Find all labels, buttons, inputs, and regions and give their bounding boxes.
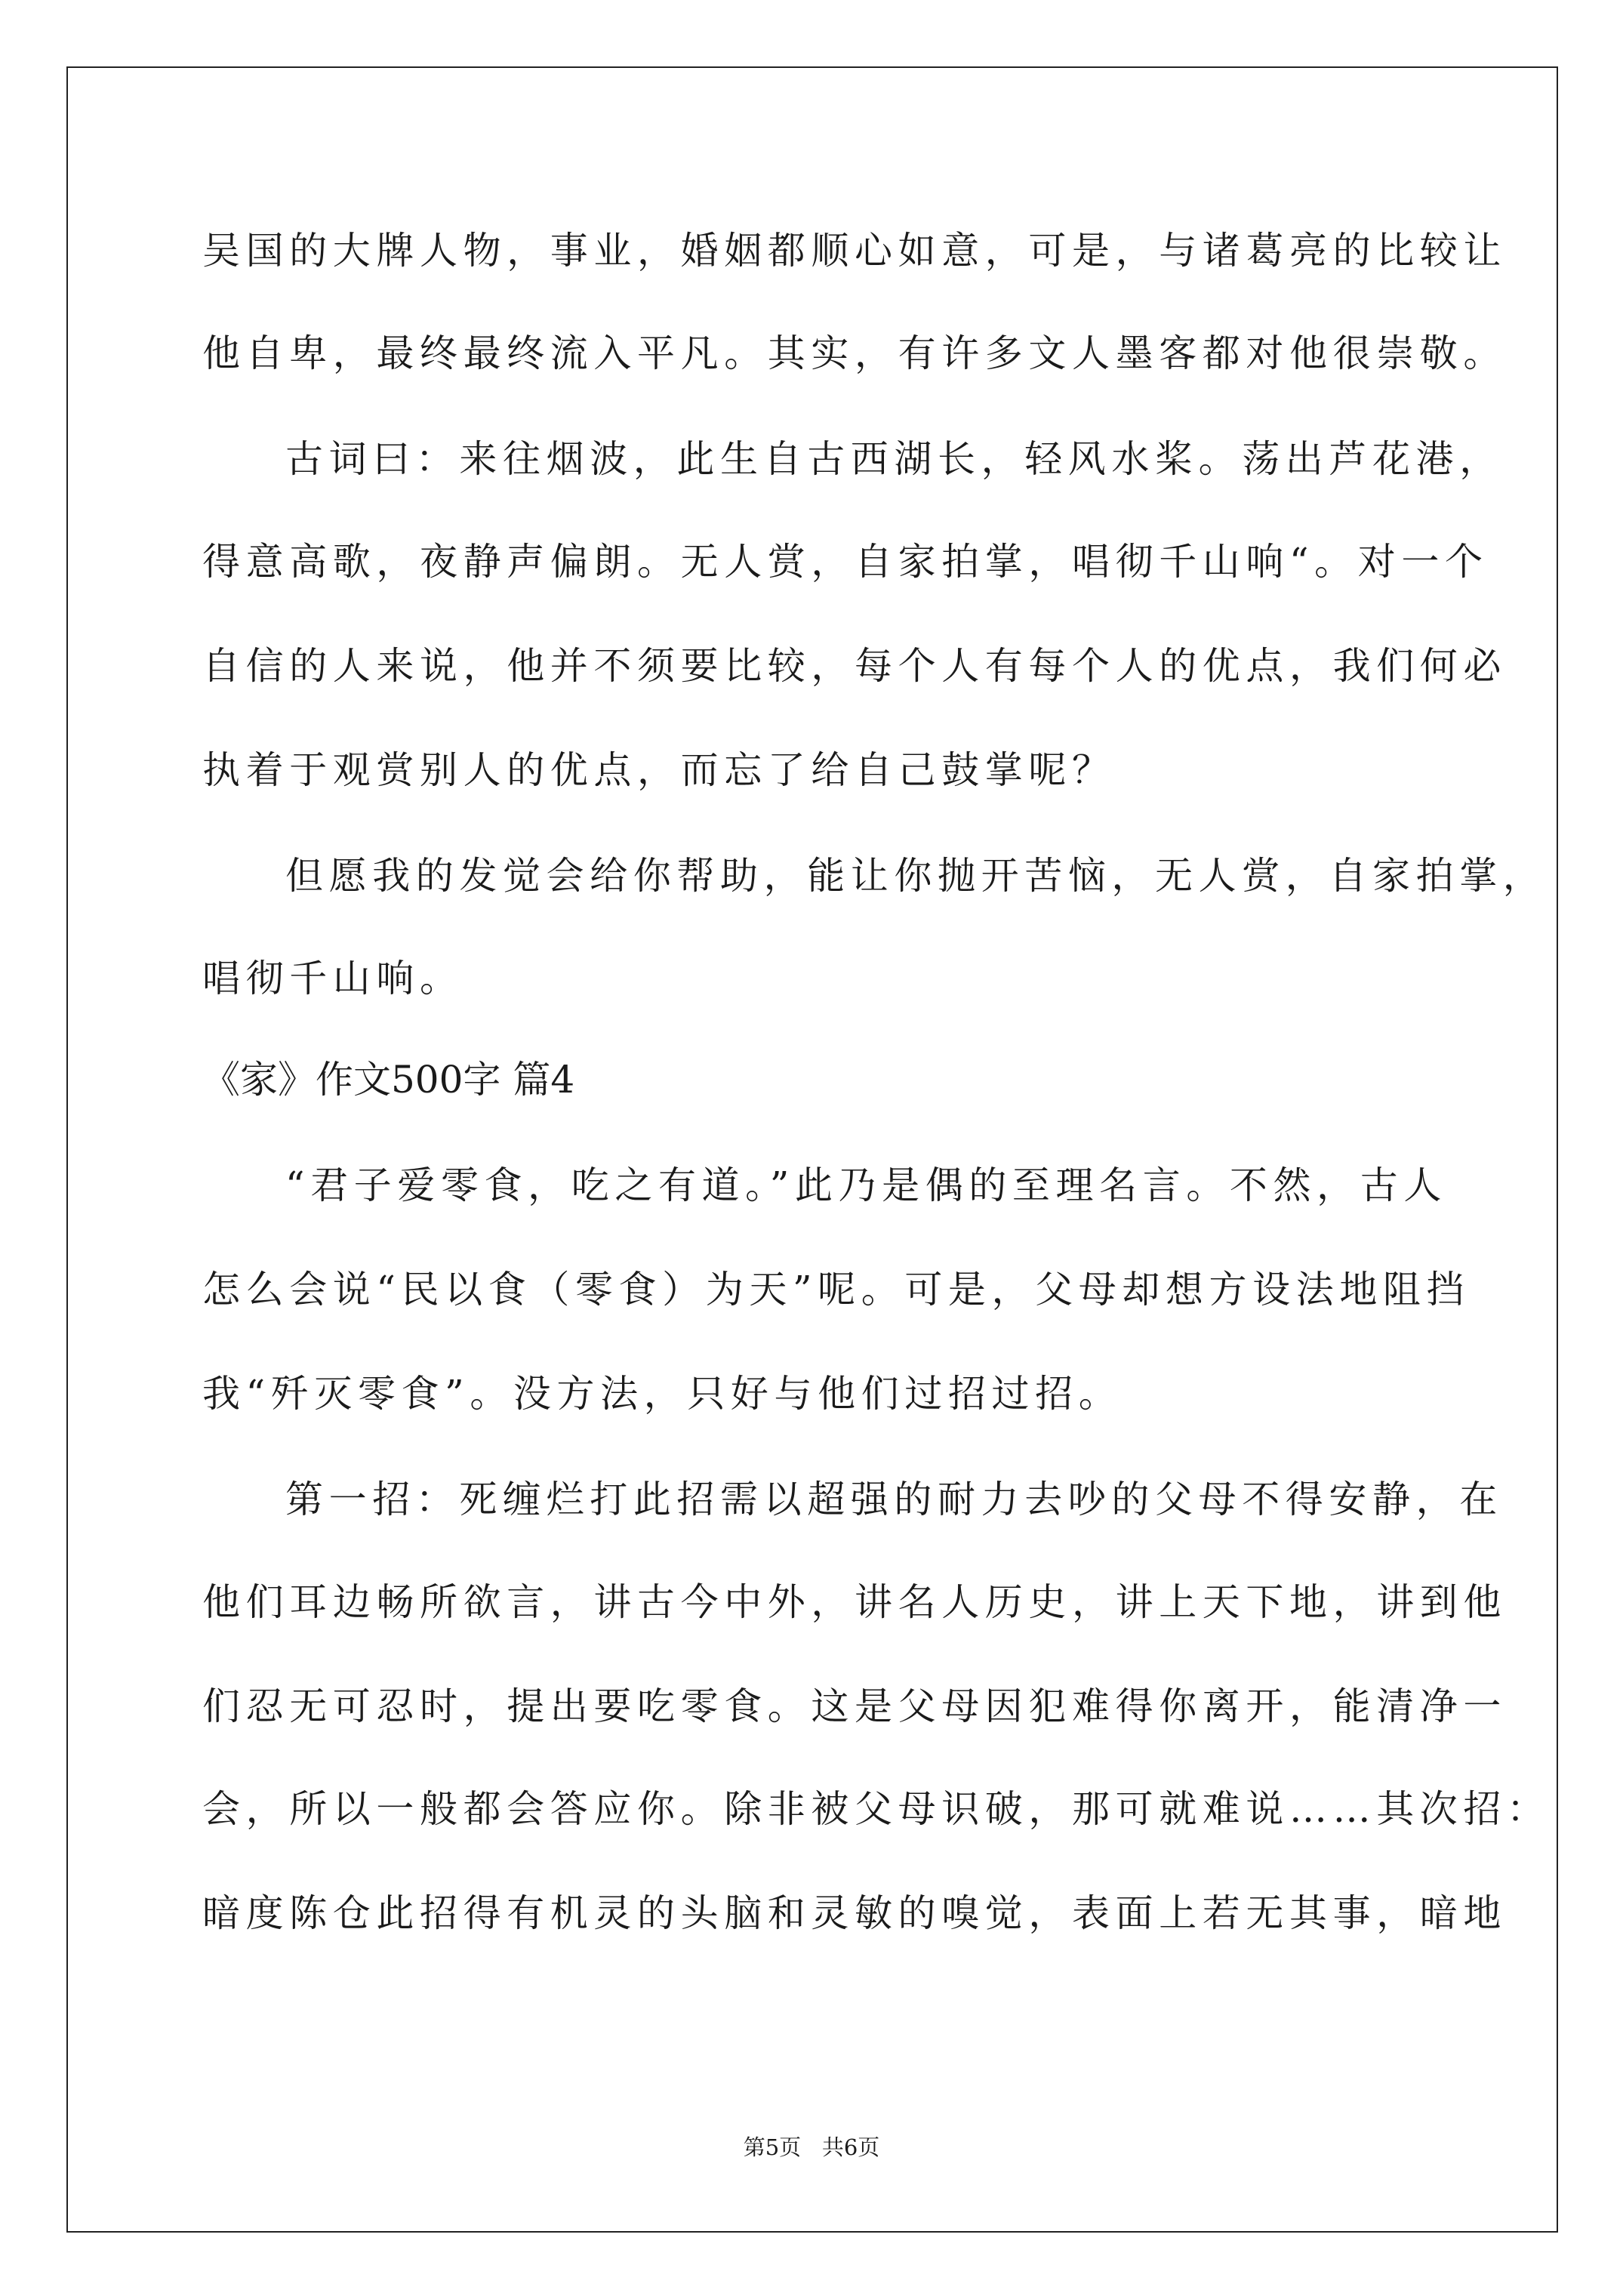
text-line: 怎么会说“民以食（零食）为天”呢。可是，父母却想方设法地阻挡 <box>202 1268 1471 1311</box>
text-line: 但愿我的发觉会给你帮助，能让你抛开苦恼，无人赏，自家拍掌， <box>285 854 1547 898</box>
text-line: 他自卑，最终最终流入平凡。其实，有许多文人墨客都对他很崇敬。 <box>202 331 1507 375</box>
text-line: 我“歼灭零食”。没方法，只好与他们过招过招。 <box>202 1372 1123 1416</box>
text-line: 自信的人来说，他并不须要比较，每个人有每个人的优点，我们何必 <box>202 644 1507 688</box>
text-line: 得意高歌，夜静声偏朗。无人赏，自家拍掌，唱彻千山响“。对一个 <box>202 540 1489 584</box>
text-line: 吴国的大牌人物，事业，婚姻都顺心如意，可是，与诸葛亮的比较让 <box>202 229 1507 273</box>
text-line: 执着于观赏别人的优点，而忘了给自己鼓掌呢？ <box>202 748 1116 792</box>
text-line: 暗度陈仓此招得有机灵的头脑和灵敏的嗅觉，表面上若无其事，暗地 <box>202 1891 1507 1935</box>
text-line: 古词曰：来往烟波，此生自古西湖长，轻风水桨。荡出芦花港， <box>285 437 1503 481</box>
text-line: 会，所以一般都会答应你。除非被父母识破，那可就难说……其次招： <box>202 1787 1551 1831</box>
text-line: “君子爱零食，吃之有道。”此乃是偶的至理名言。不然，古人 <box>285 1163 1447 1207</box>
text-line: 唱彻千山响。 <box>202 957 463 1000</box>
text-line: 第一招：死缠烂打此招需以超强的耐力去吵的父母不得安静，在 <box>285 1478 1503 1521</box>
text-line: 他们耳边畅所欲言，讲古今中外，讲名人历史，讲上天下地，讲到他 <box>202 1580 1507 1624</box>
section-heading: 《家》作文500字 篇4 <box>202 1058 575 1102</box>
page-number: 第5页 共6页 <box>743 2134 880 2160</box>
text-line: 们忍无可忍时，提出要吃零食。这是父母因犯难得你离开，能清净一 <box>202 1684 1507 1728</box>
